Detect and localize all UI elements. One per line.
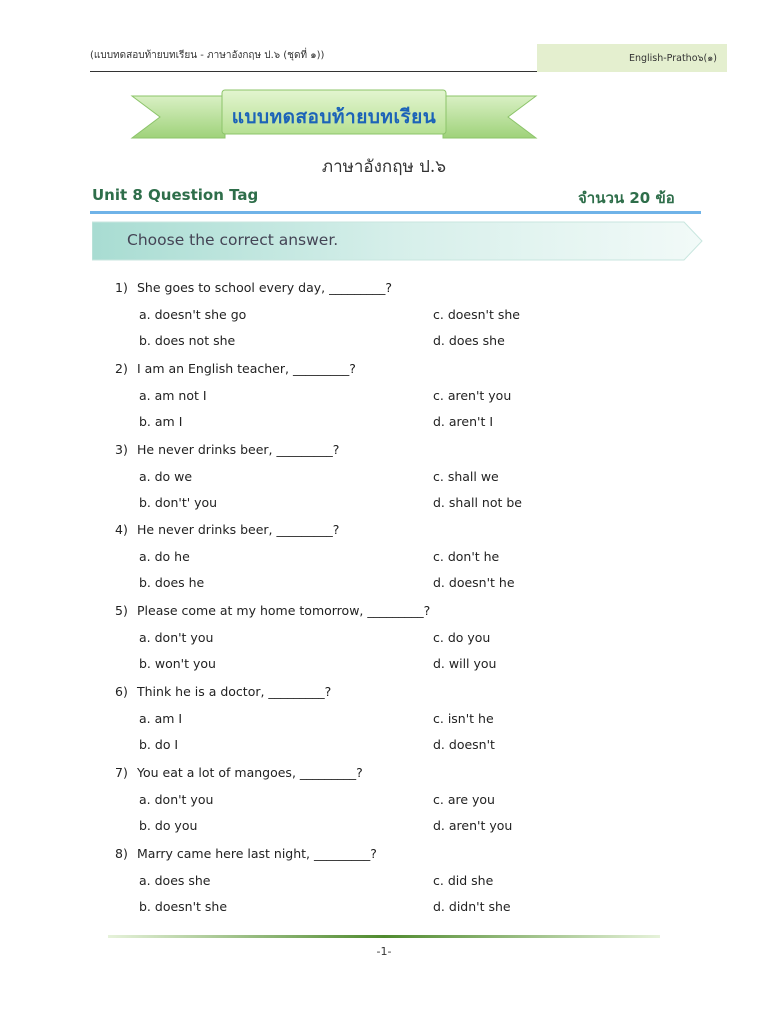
title-rule (90, 211, 701, 214)
question-text: He never drinks beer, _________? (137, 441, 340, 457)
option-d[interactable]: d. aren't I (433, 413, 494, 429)
option-b[interactable]: b. does he (139, 575, 205, 591)
option-a[interactable]: a. doesn't she go (139, 307, 247, 322)
option-b[interactable]: b. am I (139, 413, 183, 429)
question-number: 7) (115, 764, 128, 780)
question-stem (115, 765, 363, 780)
option-b[interactable]: b. does not she (139, 333, 236, 348)
option-a[interactable]: a. do we (139, 468, 193, 484)
question-stem (115, 684, 331, 699)
question-text: She goes to school every day, _________? (137, 280, 392, 295)
footer-divider (108, 934, 660, 940)
question-list (0, 276, 768, 922)
question-count: จำนวน 20 ข้อ (578, 189, 675, 207)
question-number: 8) (115, 845, 128, 861)
page-number: -1- (376, 945, 392, 958)
option-c[interactable]: c. did she (433, 872, 494, 888)
option-c[interactable]: c. isn't he (433, 710, 494, 726)
unit-title: Unit 8 Question Tag (92, 186, 259, 204)
banner-title: แบบทดสอบท้ายบทเรียน (231, 106, 437, 128)
instruction-text: Choose the correct answer. (127, 231, 339, 249)
question-item (0, 680, 768, 761)
question-stem (115, 280, 392, 295)
question-number: 1) (115, 280, 128, 295)
option-d[interactable]: d. didn't she (433, 898, 511, 914)
option-a[interactable]: a. don't you (139, 791, 214, 807)
option-d[interactable]: d. doesn't he (433, 575, 515, 591)
option-c[interactable]: c. do you (433, 630, 491, 646)
option-b[interactable]: b. doesn't she (139, 898, 228, 914)
option-c[interactable]: c. aren't you (433, 387, 512, 403)
question-item (0, 761, 768, 842)
header-title: (แบบทดสอบท้ายบทเรียน - ภาษาอังกฤษ ป.๖ (ชุดที่ ๑)) (90, 50, 325, 61)
option-d[interactable]: d. doesn't (433, 736, 495, 752)
header-code: English-Pratho๖(๑) (537, 44, 727, 72)
question-number: 6) (115, 683, 128, 699)
question-item (0, 518, 768, 599)
question-item (0, 842, 768, 923)
question-stem (115, 522, 339, 537)
question-text: I am an English teacher, _________? (137, 360, 356, 376)
option-d[interactable]: d. does she (433, 333, 505, 348)
question-text: Please come at my home tomorrow, _________? (137, 603, 431, 619)
option-b[interactable]: b. do I (139, 736, 179, 752)
option-a[interactable]: a. does she (139, 872, 211, 888)
question-number: 3) (115, 441, 128, 457)
question-number: 5) (115, 603, 128, 619)
question-stem (115, 846, 377, 861)
question-text: He never drinks beer, _________? (137, 522, 340, 538)
page-header (90, 44, 727, 72)
question-stem (115, 361, 356, 376)
title-banner (130, 88, 538, 150)
option-a[interactable]: a. am I (139, 710, 183, 726)
option-a[interactable]: a. am not I (139, 387, 207, 403)
question-text: Think he is a doctor, _________? (137, 683, 332, 699)
option-c[interactable]: c. doesn't she (433, 307, 520, 322)
option-d[interactable]: d. shall not be (433, 494, 522, 510)
option-b[interactable]: b. don't' you (139, 494, 218, 510)
question-text: You eat a lot of mangoes, _________? (137, 764, 363, 780)
question-number: 4) (115, 522, 128, 538)
option-b[interactable]: b. do you (139, 817, 198, 833)
option-a[interactable]: a. do he (139, 549, 190, 565)
question-text: Marry came here last night, _________? (137, 845, 377, 861)
question-stem (115, 442, 339, 457)
question-item (0, 276, 768, 357)
subject-title: ภาษาอังกฤษ ป.๖ (321, 157, 447, 177)
header-divider (90, 71, 537, 72)
instruction-banner (92, 220, 704, 262)
option-c[interactable]: c. shall we (433, 468, 499, 484)
option-c[interactable]: c. are you (433, 791, 495, 807)
option-d[interactable]: d. aren't you (433, 817, 513, 833)
question-item (0, 438, 768, 519)
question-number: 2) (115, 360, 128, 376)
option-c[interactable]: c. don't he (433, 549, 500, 565)
question-item (0, 357, 768, 438)
option-a[interactable]: a. don't you (139, 630, 214, 646)
question-item (0, 599, 768, 680)
option-d[interactable]: d. will you (433, 656, 497, 672)
question-stem (115, 603, 430, 618)
option-b[interactable]: b. won't you (139, 656, 216, 672)
